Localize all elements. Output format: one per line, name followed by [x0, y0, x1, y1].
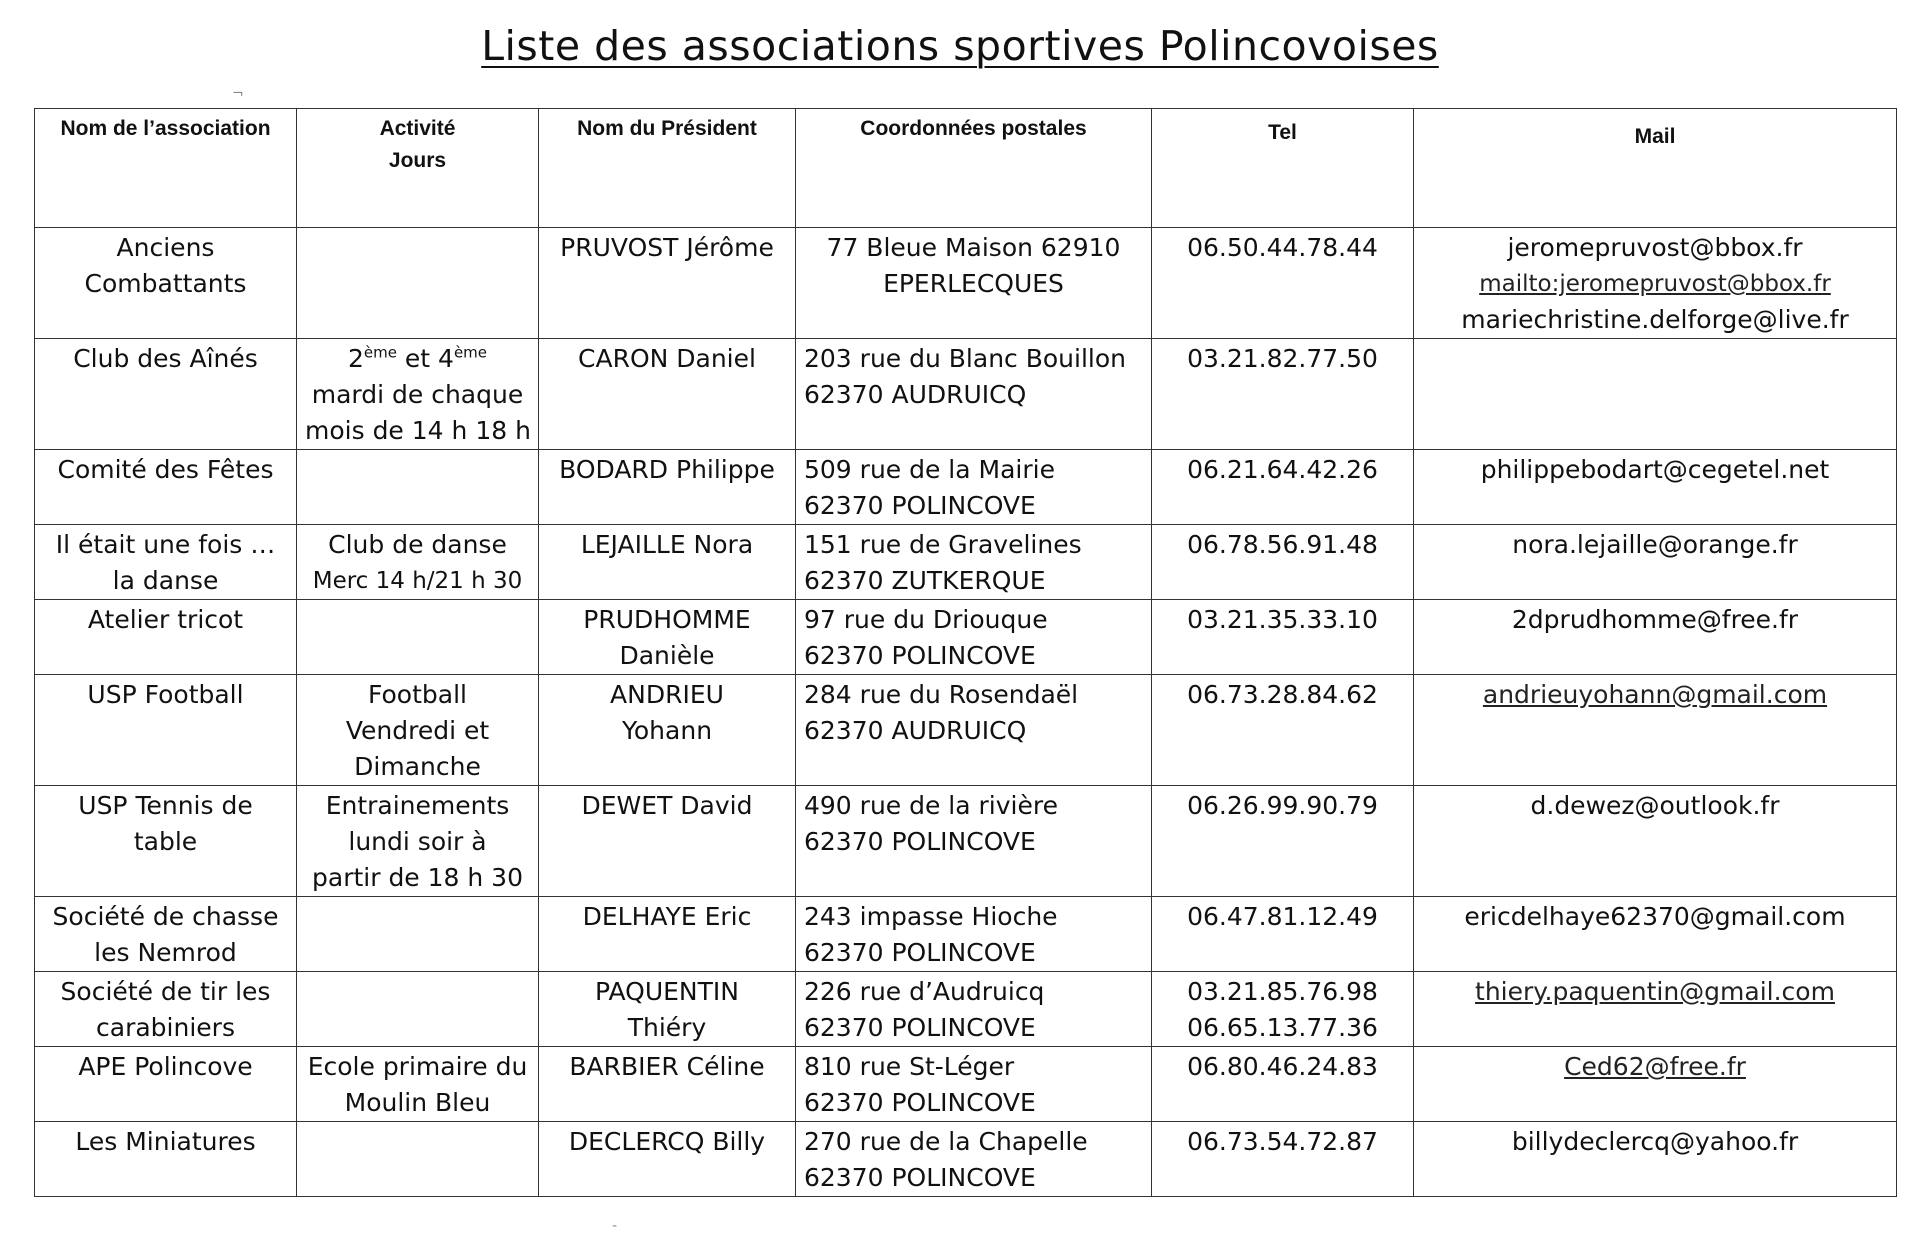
- table-row: [35, 525, 1897, 600]
- table-row: [35, 228, 1897, 339]
- email-text: philippebodart@cegetel.net: [1480, 455, 1830, 484]
- email-text: ericdelhaye62370@gmail.com: [1464, 902, 1846, 931]
- cell-mail: [1414, 1047, 1897, 1122]
- page-title: Liste des associations sportives Polincovoises: [481, 22, 1439, 70]
- table-row: [35, 972, 1897, 1047]
- cell-association: Société de chasse les Nemrod: [35, 897, 297, 972]
- cell-activite: [297, 228, 539, 339]
- email-text: billydeclercq@yahoo.fr: [1511, 1127, 1799, 1156]
- cell-activite: [297, 600, 539, 675]
- cell-activite: Ecole primaire du Moulin Bleu: [297, 1047, 539, 1122]
- cell-activite: Football Vendredi et Dimanche: [297, 675, 539, 786]
- cell-activite: [297, 450, 539, 525]
- cell-tel: 06.21.64.42.26: [1152, 450, 1414, 525]
- cell-association: USP Football: [35, 675, 297, 786]
- cell-mail: [1414, 675, 1897, 786]
- associations-table: [34, 108, 1897, 1197]
- cell-tel: 03.21.82.77.50: [1152, 339, 1414, 450]
- cell-mail: [1414, 525, 1897, 600]
- cell-adresse: 810 rue St-Léger 62370 POLINCOVE: [796, 1047, 1152, 1122]
- email-link[interactable]: andrieuyohann@gmail.com: [1482, 680, 1828, 709]
- cell-tel: 03.21.35.33.10: [1152, 600, 1414, 675]
- cell-activite: Club de danse Merc 14 h/21 h 30: [297, 525, 539, 600]
- cell-adresse: 270 rue de la Chapelle 62370 POLINCOVE: [796, 1122, 1152, 1197]
- email-text: d.dewez@outlook.fr: [1530, 791, 1780, 820]
- cell-mail: [1414, 972, 1897, 1047]
- header-mail: Mail: [1414, 109, 1897, 228]
- cell-president: PRUVOST Jérôme: [539, 228, 796, 339]
- cell-mail: [1414, 228, 1897, 339]
- cell-association: USP Tennis de table: [35, 786, 297, 897]
- cell-adresse: 243 impasse Hioche 62370 POLINCOVE: [796, 897, 1152, 972]
- cell-tel: 06.73.28.84.62: [1152, 675, 1414, 786]
- cell-tel: 06.80.46.24.83: [1152, 1047, 1414, 1122]
- cell-mail: [1414, 786, 1897, 897]
- cell-president: DECLERCQ Billy: [539, 1122, 796, 1197]
- cell-association: Société de tir les carabiniers: [35, 972, 297, 1047]
- cell-tel: 06.50.44.78.44: [1152, 228, 1414, 339]
- cell-adresse: 203 rue du Blanc Bouillon 62370 AUDRUICQ: [796, 339, 1152, 450]
- cell-activite: 2ème et 4ème mardi de chaque mois de 14 h 18 h: [297, 339, 539, 450]
- cell-activite: Entrainements lundi soir à partir de 18 h 30: [297, 786, 539, 897]
- cell-mail: [1414, 339, 1897, 450]
- cell-association: Les Miniatures: [35, 1122, 297, 1197]
- cell-association: Il était une fois … la danse: [35, 525, 297, 600]
- email-text: jeromepruvost@bbox.fr: [1507, 233, 1803, 262]
- table-row: [35, 786, 1897, 897]
- cell-association: Club des Aînés: [35, 339, 297, 450]
- cell-president: DELHAYE Eric: [539, 897, 796, 972]
- scan-speck: -: [612, 1218, 618, 1234]
- cell-tel: 06.78.56.91.48: [1152, 525, 1414, 600]
- header-president: Nom du Président: [539, 109, 796, 228]
- table-row: [35, 675, 1897, 786]
- email-link[interactable]: mailto:jeromepruvost@bbox.fr: [1479, 271, 1831, 297]
- cell-president: DEWET David: [539, 786, 796, 897]
- cell-activite: [297, 897, 539, 972]
- email-text: mariechristine.delforge@live.fr: [1461, 305, 1849, 334]
- table-row: [35, 1047, 1897, 1122]
- cell-president: BARBIER Céline: [539, 1047, 796, 1122]
- cell-president: PAQUENTIN Thiéry: [539, 972, 796, 1047]
- table-row: [35, 450, 1897, 525]
- cell-adresse: 490 rue de la rivière 62370 POLINCOVE: [796, 786, 1152, 897]
- cell-president: CARON Daniel: [539, 339, 796, 450]
- cell-mail: [1414, 450, 1897, 525]
- cell-adresse: 77 Bleue Maison 62910 EPERLECQUES: [796, 228, 1152, 339]
- header-adresse: Coordonnées postales: [796, 109, 1152, 228]
- cell-president: PRUDHOMME Danièle: [539, 600, 796, 675]
- cell-tel: 03.21.85.76.98 06.65.13.77.36: [1152, 972, 1414, 1047]
- cell-association: Comité des Fêtes: [35, 450, 297, 525]
- cell-association: Anciens Combattants: [35, 228, 297, 339]
- cell-president: LEJAILLE Nora: [539, 525, 796, 600]
- email-text: nora.lejaille@orange.fr: [1512, 530, 1798, 559]
- cell-tel: 06.26.99.90.79: [1152, 786, 1414, 897]
- scan-speck: ¬: [232, 86, 244, 102]
- cell-president: ANDRIEU Yohann: [539, 675, 796, 786]
- email-link[interactable]: Ced62@free.fr: [1564, 1052, 1746, 1081]
- cell-activite: [297, 972, 539, 1047]
- table-row: [35, 1122, 1897, 1197]
- cell-mail: [1414, 1122, 1897, 1197]
- cell-adresse: 151 rue de Gravelines 62370 ZUTKERQUE: [796, 525, 1152, 600]
- cell-adresse: 284 rue du Rosendaël 62370 AUDRUICQ: [796, 675, 1152, 786]
- email-link[interactable]: thiery.paquentin@gmail.com: [1475, 977, 1835, 1006]
- cell-tel: 06.47.81.12.49: [1152, 897, 1414, 972]
- header-tel: Tel: [1152, 109, 1414, 228]
- cell-activite: [297, 1122, 539, 1197]
- header-association: Nom de l’association: [35, 109, 297, 228]
- header-activite: Activité Jours: [297, 109, 539, 228]
- cell-association: Atelier tricot: [35, 600, 297, 675]
- cell-adresse: 97 rue du Driouque 62370 POLINCOVE: [796, 600, 1152, 675]
- cell-adresse: 509 rue de la Mairie 62370 POLINCOVE: [796, 450, 1152, 525]
- cell-president: BODARD Philippe: [539, 450, 796, 525]
- cell-mail: [1414, 600, 1897, 675]
- table-header-row: [35, 109, 1897, 228]
- cell-adresse: 226 rue d’Audruicq 62370 POLINCOVE: [796, 972, 1152, 1047]
- cell-tel: 06.73.54.72.87: [1152, 1122, 1414, 1197]
- cell-association: APE Polincove: [35, 1047, 297, 1122]
- table-row: [35, 339, 1897, 450]
- table-row: [35, 897, 1897, 972]
- cell-mail: [1414, 897, 1897, 972]
- email-text: 2dprudhomme@free.fr: [1511, 605, 1799, 634]
- table-row: [35, 600, 1897, 675]
